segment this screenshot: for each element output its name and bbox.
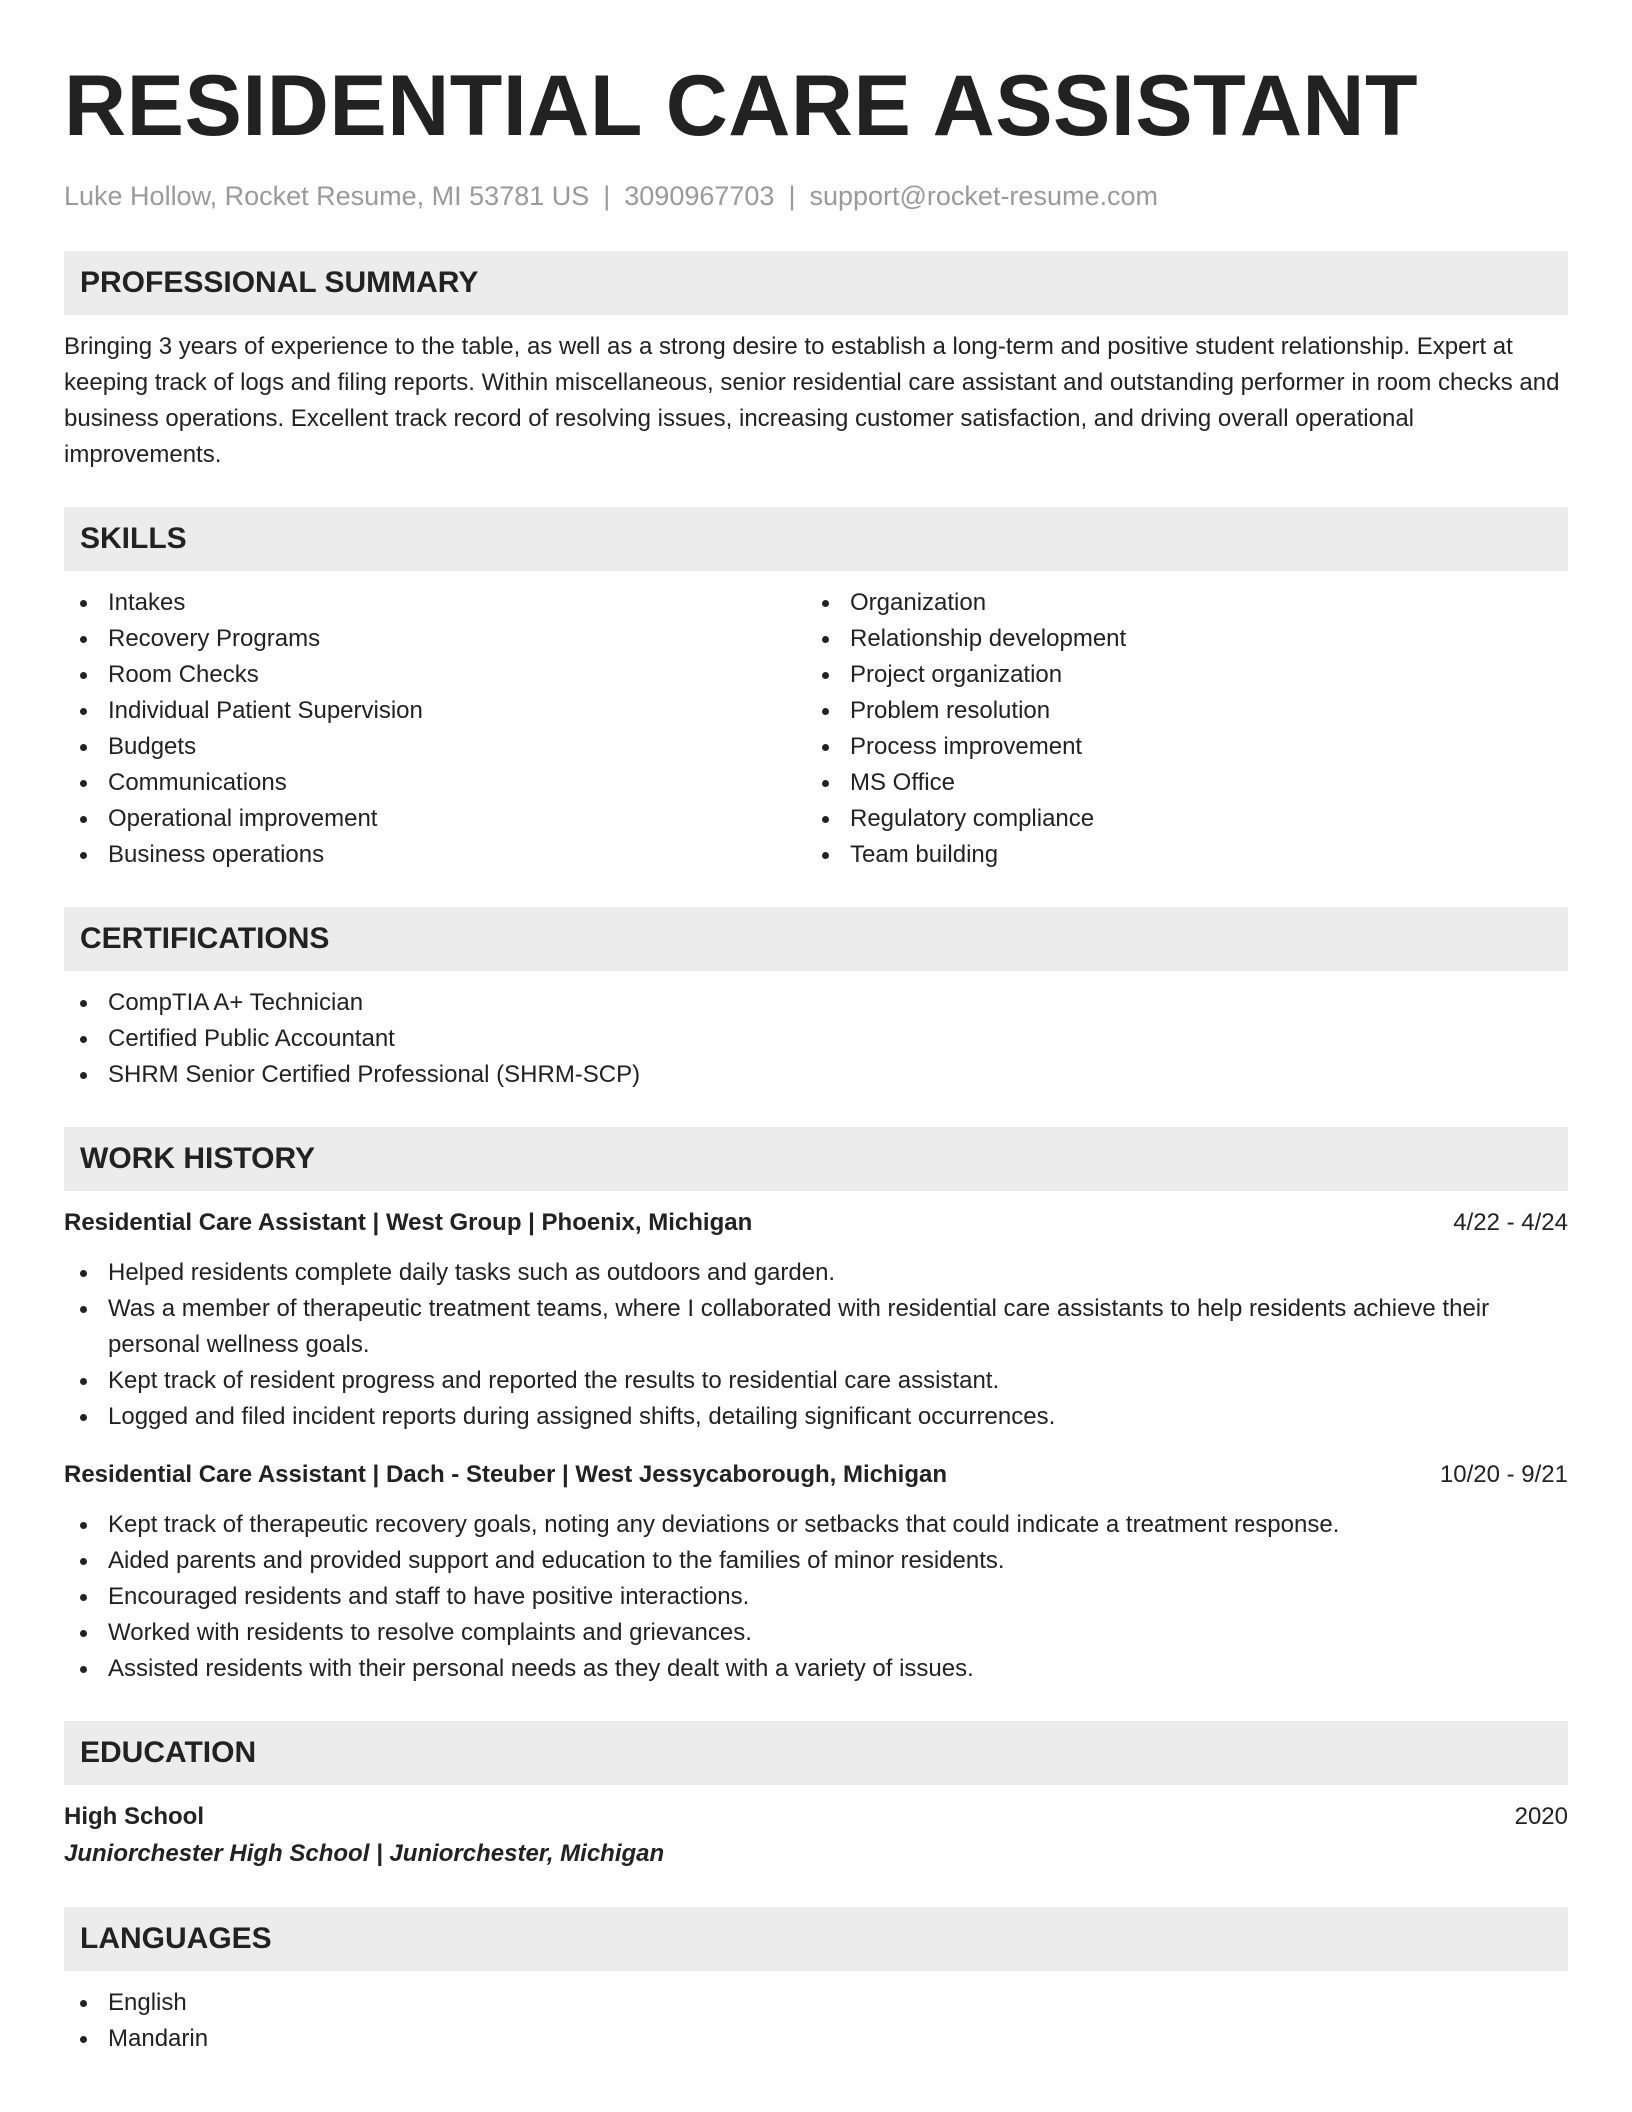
skills-section (64, 507, 1568, 873)
list-item: SHRM Senior Certified Professional (SHRM-SCP) (64, 1057, 1568, 1093)
list-item: CompTIA A+ Technician (64, 985, 1568, 1021)
list-item: Individual Patient Supervision (64, 693, 806, 729)
list-item: Room Checks (64, 657, 806, 693)
list-item: Aided parents and provided support and education to the families of minor residents. (64, 1543, 1568, 1579)
list-item: Operational improvement (64, 801, 806, 837)
list-item: Assisted residents with their personal needs as they dealt with a variety of issues. (64, 1651, 1568, 1687)
education-school: Juniorchester High School | Juniorchester, Michigan (64, 1840, 665, 1867)
list-item: Mandarin (64, 2021, 1568, 2057)
job-header (64, 1457, 1568, 1493)
list-item: Certified Public Accountant (64, 1021, 1568, 1057)
certifications-section (64, 907, 1568, 1093)
skills-list-right (806, 585, 1548, 873)
section-heading-skills: SKILLS (64, 507, 1568, 571)
list-item: Intakes (64, 585, 806, 621)
section-heading-work-history: WORK HISTORY (64, 1127, 1568, 1191)
resume-title: RESIDENTIAL CARE ASSISTANT (64, 58, 1419, 154)
skills-list-left (64, 585, 806, 873)
languages-section (64, 1907, 1568, 2057)
section-heading-languages: LANGUAGES (64, 1907, 1568, 1971)
contact-address: Luke Hollow, Rocket Resume, MI 53781 US (64, 181, 590, 211)
certifications-list (64, 985, 1568, 1093)
list-item: Project organization (806, 657, 1548, 693)
education-year: 2020 (1514, 1803, 1568, 1830)
list-item: Encouraged residents and staff to have positive interactions. (64, 1579, 1568, 1615)
list-item: Team building (806, 837, 1548, 873)
education-header (64, 1799, 1568, 1835)
list-item: Organization (806, 585, 1548, 621)
job-entry (64, 1205, 1568, 1435)
education-degree: High School (64, 1803, 204, 1830)
job-dates: 10/20 - 9/21 (1439, 1461, 1568, 1488)
contact-separator: | (788, 181, 796, 211)
list-item: Budgets (64, 729, 806, 765)
languages-list (64, 1985, 1568, 2057)
job-bullets (64, 1255, 1568, 1435)
skills-grid (64, 585, 1568, 873)
contact-phone[interactable]: 3090967703 (624, 181, 775, 211)
section-heading-education: EDUCATION (64, 1721, 1568, 1785)
list-item: Was a member of therapeutic treatment teams, where I collaborated with residential care assistants to help residents achieve their personal wellness goals. (64, 1291, 1568, 1363)
contact-separator: | (603, 181, 611, 211)
list-item: English (64, 1985, 1568, 2021)
job-title: Residential Care Assistant | Dach - Steuber | West Jessycaborough, Michigan (64, 1461, 948, 1488)
summary-text: Bringing 3 years of experience to the table, as well as a strong desire to establish a long-term and positive student relationship. Expert at keeping track of logs and filing reports. Within miscellaneous, senior residential care assistant and outstanding performer in room checks and business operations. Excellent track record of resolving issues, increasing customer satisfaction, and driving overall operational improvements. (64, 333, 1560, 468)
job-title: Residential Care Assistant | West Group | Phoenix, Michigan (64, 1209, 753, 1236)
contact-line (64, 178, 1568, 214)
job-entry (64, 1457, 1568, 1687)
list-item: Helped residents complete daily tasks such as outdoors and garden. (64, 1255, 1568, 1291)
summary-section (64, 251, 1568, 473)
education-section (64, 1721, 1568, 1873)
work-history-section (64, 1127, 1568, 1687)
list-item: MS Office (806, 765, 1548, 801)
job-dates: 4/22 - 4/24 (1453, 1209, 1568, 1236)
list-item: Recovery Programs (64, 621, 806, 657)
list-item: Kept track of therapeutic recovery goals, noting any deviations or setbacks that could indicate a treatment response. (64, 1507, 1568, 1543)
list-item: Worked with residents to resolve complaints and grievances. (64, 1615, 1568, 1651)
job-header (64, 1205, 1568, 1241)
list-item: Kept track of resident progress and reported the results to residential care assistant. (64, 1363, 1568, 1399)
job-bullets (64, 1507, 1568, 1687)
contact-email[interactable]: support@rocket-resume.com (809, 181, 1158, 211)
section-heading-summary: PROFESSIONAL SUMMARY (64, 251, 1568, 315)
list-item: Problem resolution (806, 693, 1548, 729)
list-item: Communications (64, 765, 806, 801)
list-item: Process improvement (806, 729, 1548, 765)
list-item: Regulatory compliance (806, 801, 1548, 837)
list-item: Relationship development (806, 621, 1548, 657)
section-heading-certifications: CERTIFICATIONS (64, 907, 1568, 971)
list-item: Logged and filed incident reports during assigned shifts, detailing significant occurrences. (64, 1399, 1568, 1435)
list-item: Business operations (64, 837, 806, 873)
